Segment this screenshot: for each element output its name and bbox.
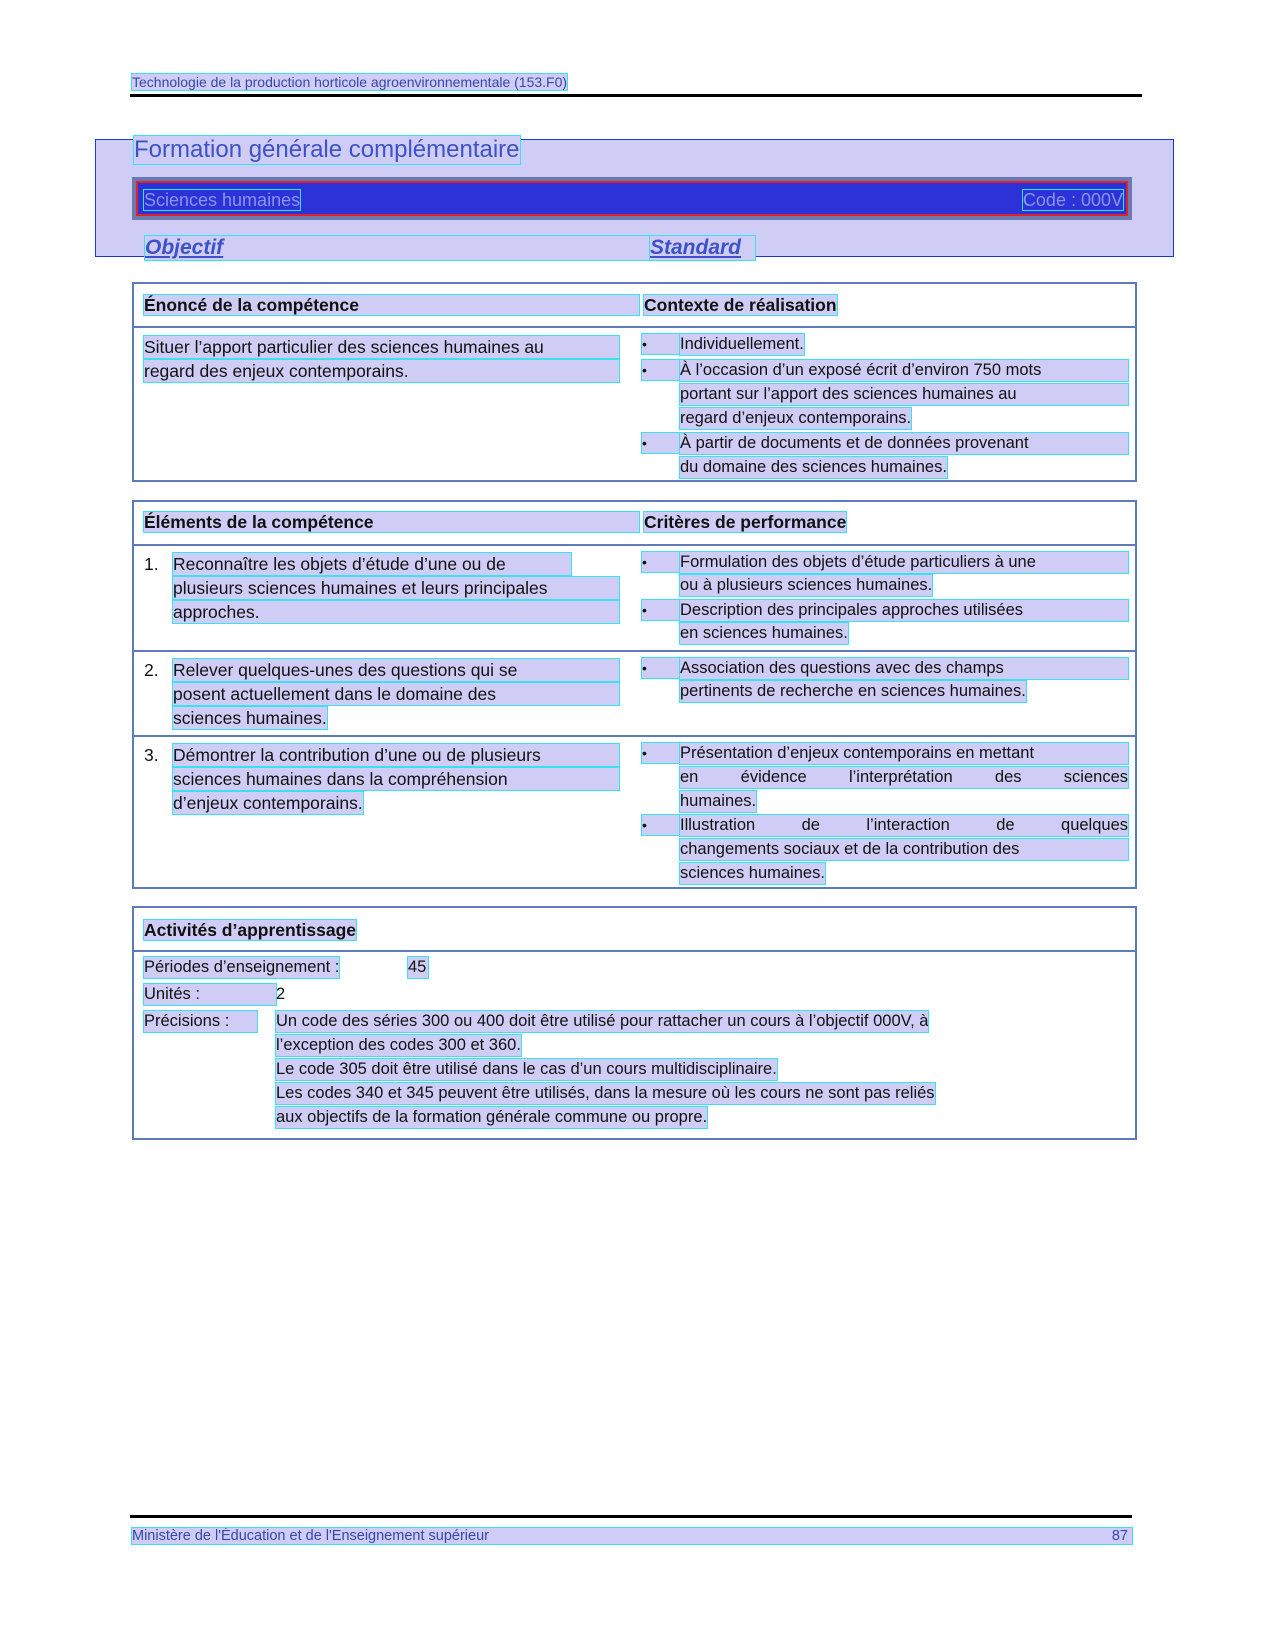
periodes-value: 45 — [408, 958, 427, 976]
precisions-line: Un code des séries 300 ou 400 doit être utilisé pour rattacher un cours à l’objectif 000V, à — [276, 1012, 929, 1030]
precisions-line: Les codes 340 et 345 peuvent être utilisés, dans la mesure où les cours ne sont pas reliés — [276, 1084, 935, 1102]
footer-rule — [130, 1515, 1132, 1518]
critere-item: Formulation des objets d’étude particuliers à une — [680, 552, 1128, 573]
element-text-line: Relever quelques-unes des questions qui se — [173, 659, 619, 681]
critere-item: sciences humaines. — [680, 864, 825, 882]
contexte-item: À partir de documents et de données provenant — [680, 433, 1128, 454]
activites-label: Activités d’apprentissage — [144, 920, 357, 940]
contexte-item: Individuellement. — [680, 335, 804, 353]
element-text-line: approches. — [173, 601, 619, 623]
contexte-item: portant sur l’apport des sciences humaines au — [680, 384, 1128, 405]
section-title: Formation générale complémentaire — [134, 136, 520, 163]
bullet: • — [642, 552, 680, 572]
unites-label: Unités : — [144, 984, 276, 1005]
discipline-title: Sciences humaines — [144, 190, 301, 210]
page-header-title: Technologie de la production horticole agroenvironnementale (153.F0) — [132, 74, 568, 90]
bullet: • — [642, 600, 680, 620]
element-text-line: plusieurs sciences humaines et leurs principales — [173, 577, 619, 599]
elements-label: Éléments de la compétence — [144, 512, 639, 532]
objectif-heading: Objectif — [145, 236, 650, 260]
element-number: 1. — [144, 554, 159, 574]
critere-item: Présentation d’enjeux contemporains en mettant — [680, 743, 1128, 764]
activites-divider — [134, 950, 1135, 952]
competence-divider — [134, 326, 1135, 328]
critere-item: en évidence l’interprétation des sciences — [680, 768, 1128, 786]
element-text-line: sciences humaines dans la compréhension — [173, 768, 619, 790]
periodes-label: Périodes d’enseignement : — [144, 958, 340, 976]
precisions-line: l’exception des codes 300 et 360. — [276, 1036, 521, 1054]
contexte-item: regard d’enjeux contemporains. — [680, 409, 912, 427]
standard-heading: Standard — [650, 236, 755, 260]
critere-item: en sciences humaines. — [680, 624, 848, 642]
bullet: • — [642, 658, 680, 678]
critere-item: pertinents de recherche en sciences humaines. — [680, 682, 1026, 700]
bullet: • — [642, 433, 680, 453]
elements-divider — [134, 544, 1135, 546]
element-number: 3. — [144, 745, 159, 765]
enonce-text-line: regard des enjeux contemporains. — [144, 360, 619, 382]
element-text-line: Démontrer la contribution d’une ou de plusieurs — [173, 744, 619, 766]
bullet: • — [642, 815, 680, 835]
precisions-line: Le code 305 doit être utilisé dans le cas d’un cours multidisciplinaire. — [276, 1060, 777, 1078]
element-number: 2. — [144, 660, 159, 680]
critere-item: Association des questions avec des champs — [680, 658, 1128, 679]
precisions-line: aux objectifs de la formation générale commune ou propre. — [276, 1108, 708, 1126]
element-text-line: d’enjeux contemporains. — [173, 793, 363, 813]
critere-item: Description des principales approches utilisées — [680, 600, 1128, 621]
element-text-line: Reconnaître les objets d’étude d’une ou de — [173, 553, 571, 575]
critere-item: humaines. — [680, 792, 757, 810]
discipline-code: Code : 000V — [1022, 190, 1123, 210]
precisions-label: Précisions : — [144, 1011, 257, 1032]
bullet: • — [642, 334, 680, 354]
elements-divider — [134, 650, 1135, 652]
critere-item: changements sociaux et de la contribution des — [680, 839, 1128, 860]
bullet: • — [642, 360, 680, 380]
criteres-label: Critères de performance — [644, 512, 847, 532]
element-text-line: sciences humaines. — [173, 708, 327, 728]
contexte-label: Contexte de réalisation — [644, 295, 837, 315]
critere-item: ou à plusieurs sciences humaines. — [680, 576, 933, 594]
enonce-text-line: Situer l’apport particulier des sciences humaines au — [144, 336, 619, 358]
contexte-item: du domaine des sciences humaines. — [680, 458, 947, 476]
page-footer — [132, 1528, 1132, 1544]
page-number: 87 — [1111, 1528, 1128, 1544]
unites-value: 2 — [276, 985, 286, 1003]
bullet: • — [642, 743, 680, 763]
enonce-label: Énoncé de la compétence — [144, 295, 639, 315]
element-text-line: posent actuellement dans le domaine des — [173, 683, 619, 705]
critere-item: Illustration de l’interaction de quelques — [680, 816, 1128, 834]
elements-divider — [134, 735, 1135, 737]
contexte-item: À l’occasion d’un exposé écrit d’environ 750 mots — [680, 360, 1128, 381]
header-rule — [130, 94, 1142, 97]
footer-ministry: Ministère de l'Éducation et de l'Enseignement supérieur — [132, 1528, 489, 1544]
